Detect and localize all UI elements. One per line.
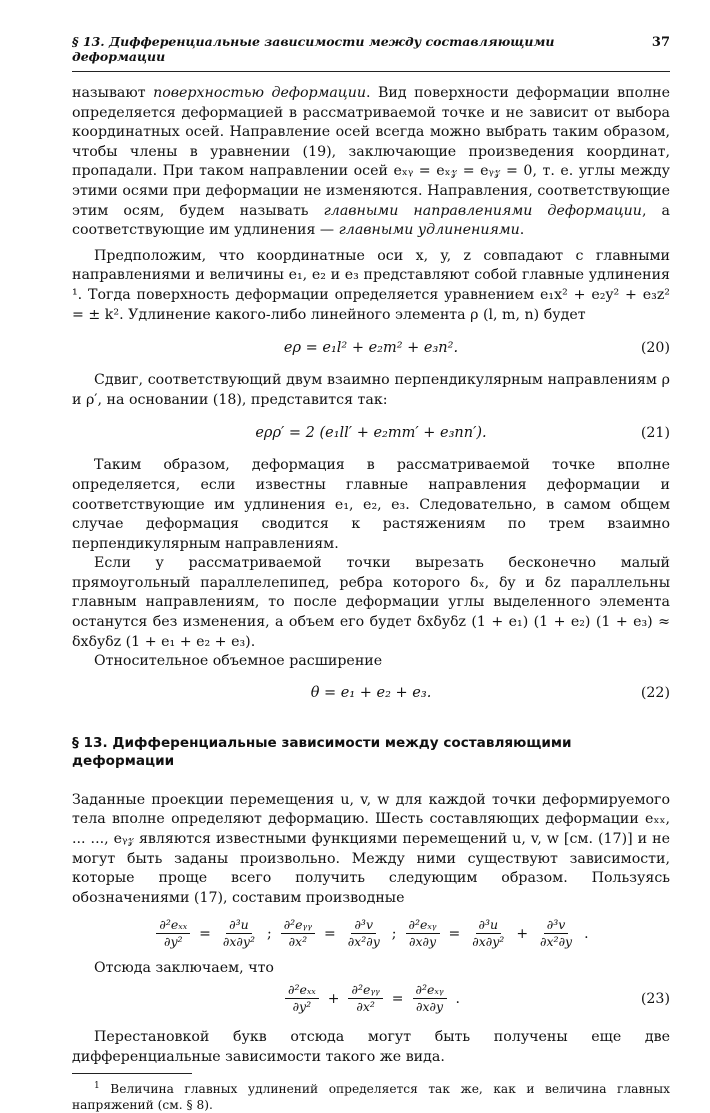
derivatives-row: $\frac{\text{∂²eₓₓ}}{\text{∂y²}}$ = $\frac{\text{∂³u}}{\text{∂x∂y²}}$ ; $\frac{\text{∂²eᵧᵧ}}{\text{∂x²}}$ = $\frac{\text{∂³v}}{\text{∂x²∂y}}$ ; $\frac{\text{∂²eₓᵧ}}{\partial x\partial y}$ = $\frac{\text{∂³u}}{\text{∂x∂y²}}$ + $\frac{\text{∂³v}}{\text{∂x²∂y}}$ . <box>72 918 670 949</box>
section-title: § 13. Дифференциальные зависимости между составляющими деформации <box>72 734 572 770</box>
footnote-text: Величина главных удлинений определяется так же, как и величина главных напряжений (см. § 8). <box>72 1082 671 1113</box>
equation-21 <box>72 422 670 444</box>
footnote-marker: 1 <box>94 1081 100 1092</box>
paragraph-2: Предположим, что координатные оси x, y, z совпадают с главными направлениями и величины e₁, e₂ и e₃ представляют собой главные удлинения ¹. Тогда поверхность деформации определяется уравнением e₁x² + e₂y² + e₃z² = ± k². Удлинение какого-либо линейного элемента ρ (l, m, n) будет <box>72 247 670 323</box>
term-principal-elongations: главными удлинениями <box>338 222 520 239</box>
paragraph-5: Если у рассматриваемой точки вырезать бесконечно малый прямоугольный параллелепипед, ребра которого δₓ, δy и δz параллельны главным направлениям, то после деформации углы выделенного элемента останутся без изменения, а объем его будет δxδyδz (1 + e₁) (1 + e₂) (1 + e₃) ≈ δxδyδz (1 + e₁ + e₂ + e₃). <box>72 555 670 650</box>
equation-23-body: $\frac{\text{∂²eₓₓ}}{\text{∂y²}}$ + $\frac{\text{∂²eᵧᵧ}}{\text{∂x²}}$ = $\frac{\text{∂²eₓᵧ}}{\partial x\partial y}$ . <box>282 983 460 1014</box>
paragraph-3: Сдвиг, соответствующий двум взаимно перпендикулярным направлениям ρ и ρ′, на основании (18), представится так: <box>72 372 670 408</box>
equation-20-number: (20) <box>640 340 670 357</box>
paragraph-6: Относительное объемное расширение <box>94 653 383 670</box>
footnote <box>72 1078 670 1113</box>
running-head <box>72 34 670 72</box>
page <box>72 34 670 1113</box>
term-deformation-surface: поверхностью деформации <box>153 85 366 101</box>
running-head-title: § 13. Дифференциальные зависимости между составляющими деформации <box>72 34 555 64</box>
footnote-divider <box>72 1073 192 1074</box>
paragraph-9: Перестановкой букв отсюда могут быть получены еще две дифференциальные зависимости такого же вида. <box>72 1029 670 1065</box>
equation-22-body: θ = e₁ + e₂ + e₃. <box>310 684 432 701</box>
term-principal-directions: главными направлениями деформации <box>323 202 642 219</box>
equation-23-number: (23) <box>640 990 670 1007</box>
equation-21-number: (21) <box>640 425 670 442</box>
paragraph-7: Заданные проекции перемещения u, v, w для каждой точки деформируемого тела вполне определяют деформацию. Шесть составляющих деформации eₓₓ, ... ..., eᵧ𝓏 являются известными функциями перемещений u, v, w [см. (17)] и не могут быть заданы произвольно. Между ними существуют зависимости, которые проще всего получить следующим образом. Пользуясь обозначениями (17), составим производные <box>72 791 670 906</box>
page-number: 37 <box>651 35 670 50</box>
equation-20 <box>72 337 670 359</box>
equation-23 <box>72 983 670 1014</box>
equation-21-body: eρρ′ = 2 (e₁ll′ + e₂mm′ + e₃nn′). <box>255 425 487 442</box>
equation-22-number: (22) <box>640 684 670 701</box>
equation-20-body: eρ = e₁l² + e₂m² + e₃n². <box>283 340 459 357</box>
paragraph-4: Таким образом, деформация в рассматриваемой точке вполне определяется, если известны главные направления деформации и соответствующие им удлинения e₁, e₂, e₃. Следовательно, в самом общем случае деформация сводится к растяжениям по трем взаимно перпендикулярным направлениям. <box>72 457 670 552</box>
paragraph-1: называют поверхностью деформации. Вид поверхности деформации вполне определяется деформацией в рассматриваемой точке и не зависит от выбора координатных осей. Направление осей всегда можно выбрать таким образом, чтобы члены в уравнении (19), заключающие произведения координат, пропадали. При таком направлении осей eₓᵧ = eₓ𝓏 = eᵧ𝓏 = 0, т. е. углы между этими осями при деформации не изменяются. Направления, соответствующие этим осям, будем называть главными направлениями деформации, а соответствующие им удлинения — главными удлинениями. <box>72 85 671 239</box>
equation-22 <box>72 682 670 704</box>
paragraph-8: Отсюда заключаем, что <box>94 960 274 977</box>
